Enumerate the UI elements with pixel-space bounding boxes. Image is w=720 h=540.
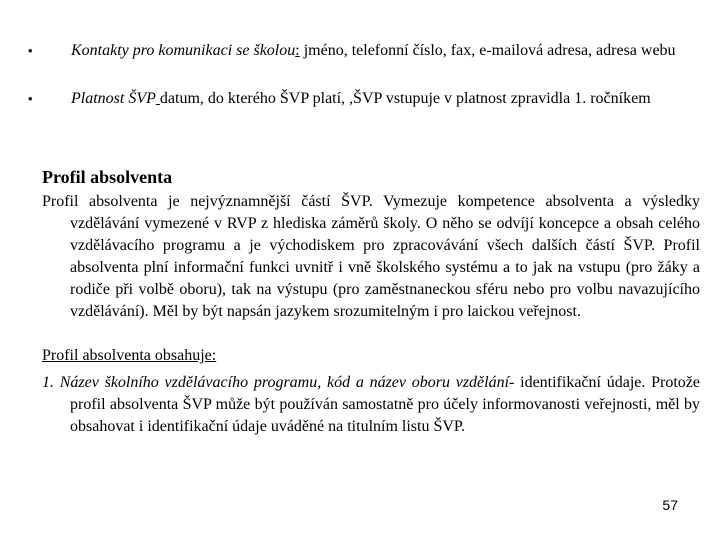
list-item-text: identifikační údaje. Protože profil absolventa ŠVP může být používán samostatně pro účely informovanosti veřejnosti, měl by obsahovat i identifikační údaje uváděné na titulním listu ŠVP. (70, 374, 700, 435)
bullet-item-validity (28, 88, 678, 110)
bullet-description: datum, do kterého ŠVP platí, ,ŠVP vstupuje v platnost zpravidla 1. ročníkem (159, 90, 651, 107)
bullet-description: jméno, telefonní číslo, fax, e-mailová adresa, adresa webu (299, 42, 676, 59)
list-item-1 (42, 372, 700, 438)
page-number: 57 (662, 497, 678, 513)
bullet-dot: • (28, 43, 33, 58)
bullet-text (71, 40, 678, 62)
bullet-separator: : (295, 42, 300, 59)
bullet-term: Platnost ŠVP (71, 90, 156, 107)
bullet-item-contacts (28, 40, 678, 62)
section-heading: Profil absolventa (42, 167, 173, 187)
list-item-title: 1. Název školního vzdělávacího programu, kód a název oboru vzdělání- (42, 374, 515, 391)
bullet-term: Kontakty pro komunikaci se školou (71, 42, 296, 59)
bullet-text (71, 88, 678, 110)
bullet-dot: • (28, 91, 33, 106)
profile-paragraph: Profil absolventa je nejvýznamnější částí ŠVP. Vymezuje kompetence absolventa a výsledky vzdělávání vymezené v RVP z hlediska záměrů školy. O něho se odvíjí koncepce a obsah celého vzdělávacího programu a je východiskem pro zpracovávání všech dalších částí ŠVP. Profil absolventa plní informační funkci uvnitř i vně školského systému a to jak na vstupu (pro žáky a rodiče při volbě oboru), tak na výstupu (pro zaměstnaneckou sféru nebo pro volbu navazujícího vzdělávání). Měl by být napsán jazykem srozumitelným i pro laickou veřejnost. (42, 193, 700, 320)
contains-label: Profil absolventa obsahuje: (42, 347, 217, 364)
